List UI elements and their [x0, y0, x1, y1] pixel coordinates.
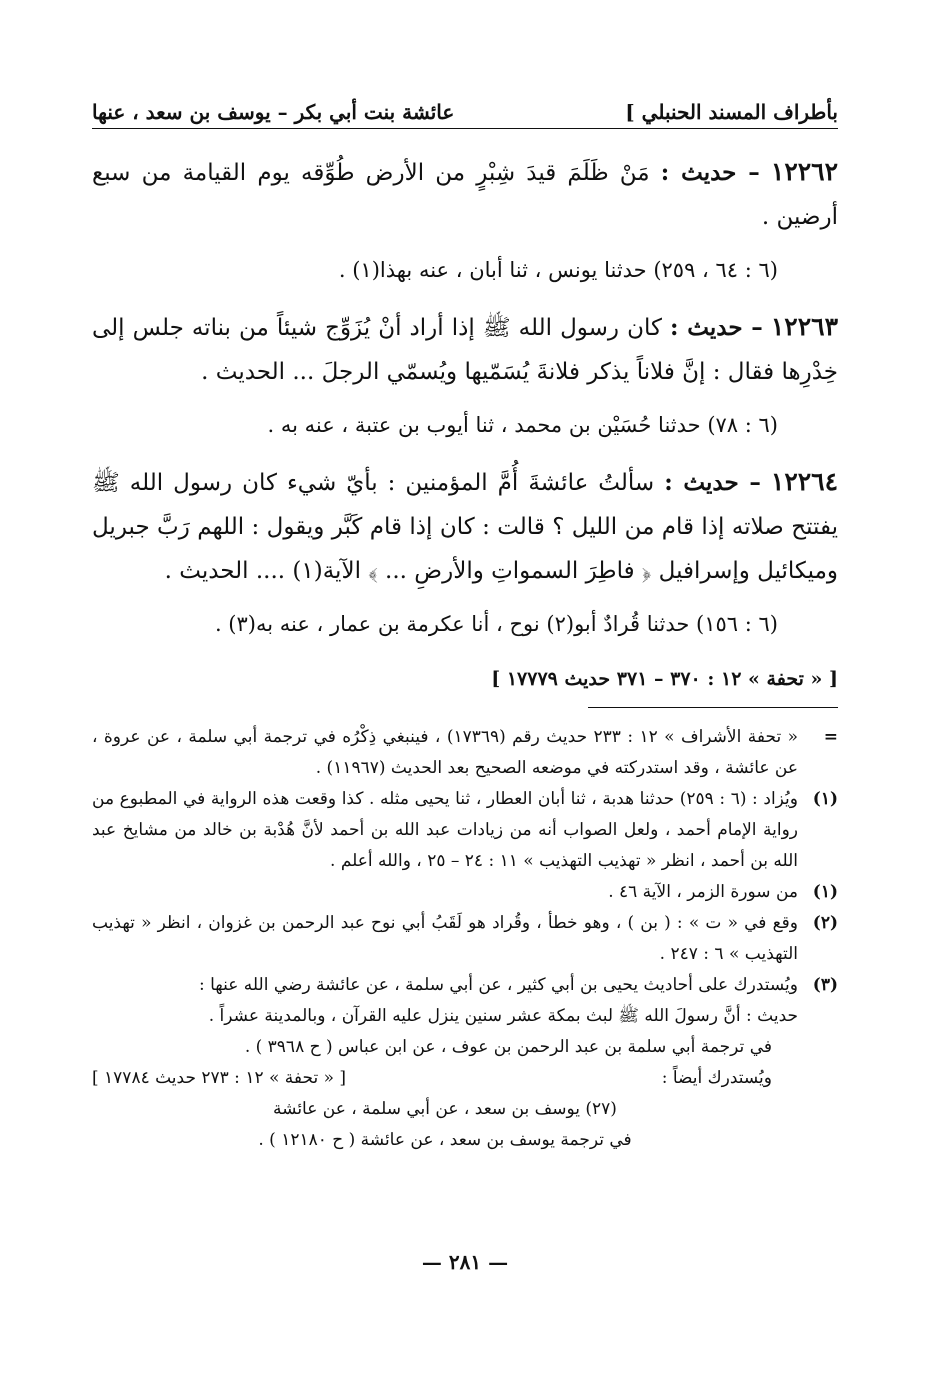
hadith-source: (٦ : ١٥٦) حدثنا قُرادٌ أبو(٢) نوح ، أنا عكرمة بن عمار ، عنه به(٣) .: [214, 612, 778, 636]
hadith-entry: [92, 305, 838, 394]
footnote: [92, 970, 838, 1156]
footnote-mark: =: [823, 727, 838, 747]
footnote-mark: (١): [812, 882, 838, 902]
tuhfa-reference: [ « تحفة » ١٢ : ٣٧٠ – ٣٧١ حديث ١٧٧٧٩ ]: [491, 668, 838, 690]
main-text: [92, 150, 838, 699]
footnote: [92, 908, 838, 970]
footnote-also-label: ويُستدرك أيضاً :: [661, 1068, 772, 1088]
footnote-text: « تحفة الأشراف » ١٢ : ٢٣٣ حديث رقم (١٧٣٦٩) ، فينبغي ذِكْرُه في ترجمة أبي سلمة ، عن عروة ، عن عائشة ، وقد استدركته في موضعه الصحيح بعد الحديث (١١٩٦٧) .: [92, 727, 798, 778]
footnote-text: حديث : أنَّ رسولَ الله ﷺ لبث بمكة عشر سنين ينزل عليه القرآن ، وبالمدينة عشراً .: [208, 1006, 798, 1026]
hadith-source: (٦ : ٧٨) حدثنا حُسَيْن بن محمد ، ثنا أيوب بن عتبة ، عنه به .: [267, 413, 778, 437]
footnote: [92, 722, 838, 784]
running-head-chapter: عائشة بنت أبي بكر – يوسف بن سعد ، عنها: [92, 100, 455, 124]
footnote: [92, 877, 838, 908]
footnote-mark: (٣): [812, 975, 838, 995]
hadith-entry: [92, 150, 838, 239]
running-head: [92, 90, 838, 124]
footnote-cross-reference: في ترجمة يوسف بن سعد ، عن عائشة ( ح ١٢١٨٠ ) .: [258, 1130, 632, 1150]
hadith-label: – حديث :: [664, 469, 761, 496]
footnote-cross-reference: في ترجمة أبي سلمة بن عبد الرحمن بن عوف ، عن ابن عباس ( ح ٣٩٦٨ ) .: [244, 1037, 772, 1057]
footnote-also-row: [92, 1063, 798, 1094]
hadith-number: ١٢٢٦٣: [770, 312, 838, 341]
hadith-source: (٦ : ٦٤ ، ٢٥٩) حدثنا يونس ، ثنا أبان ، عنه بهذا(١) .: [338, 258, 778, 282]
hadith-text: مَنْ ظَلَمَ قيدَ شِبْرٍ من الأرض طُوِّقه يوم القيامة من سبع أرضين .: [92, 160, 838, 230]
footnote-also-reference: [ « تحفة » ١٢ : ٢٧٣ حديث ١٧٧٨٤ ]: [92, 1068, 347, 1088]
footnote-text: وقع في « ت » : ( بن ) ، وهو خطأ ، وقُراد هو لَقَبُ أبي نوح عبد الرحمن بن غزوان ، انظر « تهذيب التهذيب » ٦ : ٢٤٧ .: [92, 913, 798, 964]
hadith-number: ١٢٢٦٢: [770, 157, 839, 186]
hadith-text: سألتُ عائشةَ أُمَّ المؤمنين : بأيّ شيء كان رسول الله ﷺ يفتتح صلاته إذا قام من الليل ؟ قالت : كان إذا قام كَبَّر ويقول : اللهم رَبَّ جبريل وميكائيل وإسرافيل ﴿ فاطِرَ السمواتِ والأرضِ ... ﴾ الآية(١) .... الحديث .: [92, 470, 838, 584]
hadith-number: ١٢٢٦٤: [770, 467, 839, 496]
hadith-text: كان رسول الله ﷺ إذا أراد أنْ يُزَوِّج شيئاً من بناته جلس إلى خِدْرِها فقال : إنَّ فلاناً يذكر فلانةَ يُسَمّيها ويُسمّي الرجلَ ... الحديث .: [92, 315, 838, 385]
footnote-text: ويُزاد : (٦ : ٢٥٩) حدثنا هدبة ، ثنا أبان العطار ، ثنا يحيى مثله . كذا وقعت هذه الرواية في المطبوع من رواية الإمام أحمد ، ولعل الصواب أنه من زيادات عبد الله بن أحمد لأنَّ هُدْبة بن خالد من مشايخ عبد الله بن أحمد ، انظر « تهذيب التهذيب » ١١ : ٢٤ – ٢٥ ، والله أعلم .: [92, 789, 798, 871]
footnote-mark: (٢): [812, 913, 838, 933]
footnote-rule: [588, 707, 838, 708]
hadith-label: – حديث :: [670, 314, 763, 341]
footnote-mark: (١): [812, 789, 838, 809]
page-number: — ٢٨١ —: [421, 1250, 509, 1274]
hadith-entry: [92, 460, 838, 593]
running-head-book-title: بأطراف المسند الحنبلي ]: [625, 100, 838, 124]
footnote-chain: (٢٧) يوسف بن سعد ، عن أبي سلمة ، عن عائشة: [273, 1099, 617, 1119]
footnote-text: من سورة الزمر ، الآية ٤٦ .: [608, 882, 798, 902]
footnote-text: ويُستدرك على أحاديث يحيى بن أبي كثير ، عن أبي سلمة ، عن عائشة رضي الله عنها :: [198, 975, 798, 995]
footnotes: [92, 722, 838, 1156]
hadith-label: – حديث :: [660, 159, 760, 186]
footnote: [92, 784, 838, 877]
header-rule: [92, 128, 838, 129]
